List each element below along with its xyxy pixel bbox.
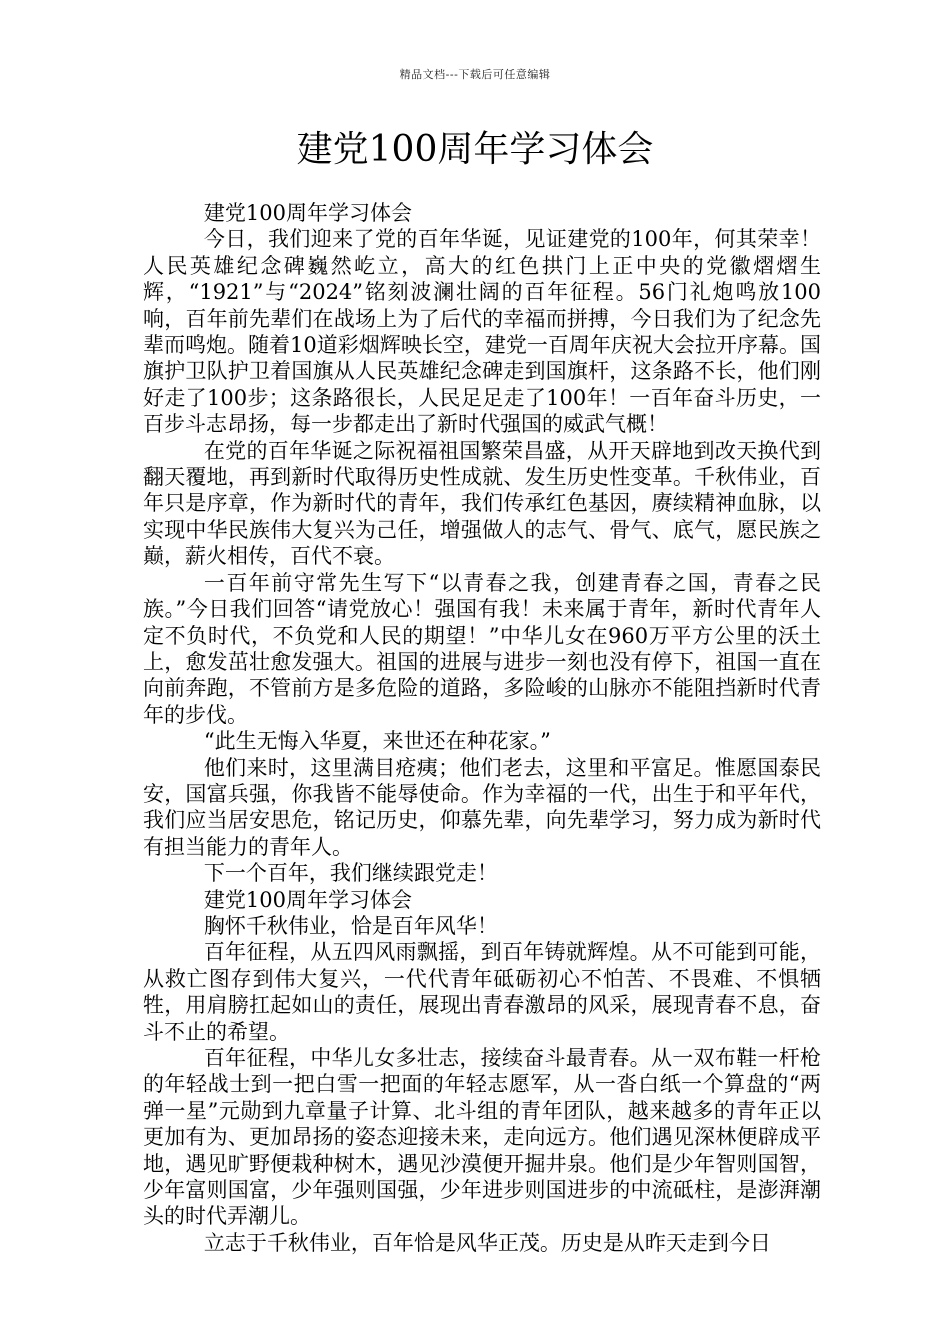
document-body: [143, 200, 821, 1256]
header-note: 精品文档---下载后可任意编辑: [399, 68, 551, 81]
body-paragraph: 胸怀千秋伟业，恰是百年风华！: [203, 913, 498, 938]
document-title: 建党100周年学习体会: [296, 129, 654, 170]
body-paragraph: “此生无悔入华夏，来世还在种花家。”: [203, 729, 551, 754]
body-paragraph: 今日，我们迎来了党的百年华诞，见证建党的100年，何其荣幸！人民英雄纪念碑巍然屹立，高大的红色拱门上正中央的党徽熠熠生辉，“1921”与“2024”铭刻波澜壮阔的百年征程。56门礼炮鸣放100响，百年前先辈们在战场上为了后代的幸福而拼搏，今日我们为了纪念先辈而鸣炮。随着10道彩烟辉映长空，建党一百周年庆祝大会拉开序幕。国旗护卫队护卫着国旗从人民英雄纪念碑走到国旗杆，这条路不长，他们刚好走了100步；这条路很长，人民足足走了100年！一百年奋斗历史，一百步斗志昂扬，每一步都走出了新时代强国的威武气概！: [143, 227, 821, 437]
body-paragraph: 他们来时，这里满目疮痍；他们老去，这里和平富足。惟愿国泰民安，国富兵强，你我皆不能辱使命。作为幸福的一代，出生于和平年代，我们应当居安思危，铭记历史，仰慕先辈，向先辈学习，努力成为新时代有担当能力的青年人。: [143, 755, 821, 859]
body-paragraph: 百年征程，中华儿女多壮志，接续奋斗最青春。从一双布鞋一杆枪的年轻战士到一把白雪一把面的年轻志愿军，从一沓白纸一个算盘的“两弹一星”元勋到九章量子计算、北斗组的青年团队，越来越多的青年正以更加有为、更加昂扬的姿态迎接未来，走向远方。他们遇见深林便辟成平地，遇见旷野便栽种树木，遇见沙漠便开掘井泉。他们是少年智则国智，少年富则国富，少年强则国强，少年进步则国进步的中流砥柱，是澎湃潮头的时代弄潮儿。: [143, 1046, 821, 1229]
body-paragraph: 建党100周年学习体会: [203, 201, 412, 225]
body-paragraph: 百年征程，从五四风雨飘摇，到百年铸就辉煌。从不可能到可能，从救亡图存到伟大复兴，一代代青年砥砺初心不怕苦、不畏难、不惧牺牲，用肩膀扛起如山的责任，展现出青春激昂的风采，展现青春不息，奋斗不止的希望。: [143, 940, 821, 1044]
body-paragraph: 在党的百年华诞之际祝福祖国繁荣昌盛，从开天辟地到改天换代到翻天覆地，再到新时代取得历史性成就、发生历史性变革。千秋伟业，百年只是序章，作为新时代的青年，我们传承红色基因，赓续精神血脉，以实现中华民族伟大复兴为己任，增强做人的志气、骨气、底气，愿民族之巅，薪火相传，百代不衰。: [143, 438, 821, 569]
body-paragraph: 一百年前守常先生写下“以青春之我，创建青春之国，青春之民族。”今日我们回答“请党放心！强国有我！未来属于青年，新时代青年人定不负时代，不负党和人民的期望！”中华儿女在960万平方公里的沃土上，愈发茁壮愈发强大。祖国的进展与进步一刻也没有停下，祖国一直在向前奔跑，不管前方是多危险的道路，多险峻的山脉亦不能阻挡新时代青年的步伐。: [143, 570, 821, 727]
body-paragraph: 下一个百年，我们继续跟党走！: [203, 861, 498, 886]
body-paragraph: 建党100周年学习体会: [203, 887, 412, 912]
body-paragraph: 立志于千秋伟业，百年恰是风华正茂。历史是从昨天走到今日: [203, 1230, 771, 1255]
